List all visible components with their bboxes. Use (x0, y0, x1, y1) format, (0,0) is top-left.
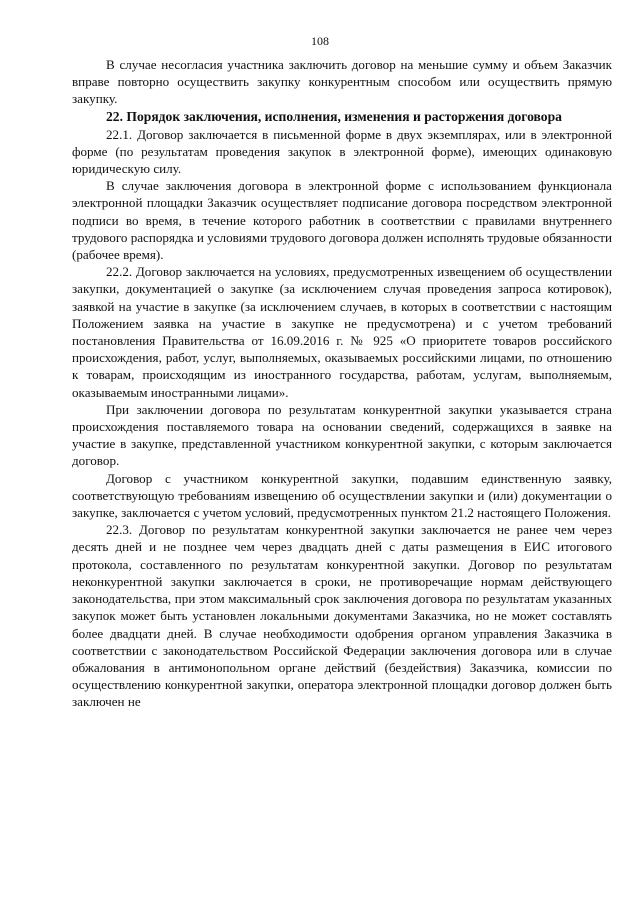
paragraph-22-1: 22.1. Договор заключается в письменной форме в двух экземплярах, или в электронной форме (по результатам проведения закупок в электронной форме), имеющих одинаковую юридическую силу. (72, 126, 612, 177)
paragraph-country-of-origin: При заключении договора по результатам конкурентной закупки указывается страна происхождения поставляемого товара на основании сведений, содержащихся в заявке на участие в закупке, представленной участником конкурентной закупки, с которым заключается договор. (72, 401, 612, 469)
document-body (72, 56, 612, 711)
page-number: 108 (311, 34, 329, 48)
paragraph-electronic-signing: В случае заключения договора в электронной форме с использованием функционала электронной площадки Заказчик осуществляет подписание договора посредством электронной подписи во время, в течение которого работник в соответствии с правилами внутреннего трудового распорядка и условиями трудового договора должен исполнять трудовые обязанности (рабочее время). (72, 178, 612, 263)
paragraph-22-3: 22.3. Договор по результатам конкурентной закупки заключается не ранее чем через десять дней и не позднее чем через двадцать дней с даты размещения в ЕИС итогового протокола, составленного по результатам конкурентной закупки. Договор по результатам неконкурентной закупки заключается в сроки, не противоречащие нормам действующего законодательства, при этом максимальный срок заключения договора по результатам указанных закупок может быть установлен локальными документами Заказчика, но не может составлять более двадцати дней. В случае необходимости одобрения органом управления Заказчика в соответствии с законодательством Российской Федерации заключения договора или в случае обжалования в антимонопольном органе действий (бездействия) Заказчика, комиссии по осуществлению конкурентной закупки, оператора электронной площадки договор должен быть заключен не (72, 522, 612, 710)
paragraph-single-bid: Договор с участником конкурентной закупки, подавшим единственную заявку, соответствующую требованиям извещению об осуществлении закупки и (или) документации о закупке, заключается с учетом условий, предусмотренных пунктом 21.2 настоящего Положения. (72, 470, 612, 521)
section-heading: 22. Порядок заключения, исполнения, изменения и расторжения договора (106, 108, 562, 124)
intro-paragraph: В случае несогласия участника заключить договор на меньшие сумму и объем Заказчик вправе повторно осуществить закупку конкурентным способом или осуществить прямую закупку. (72, 57, 612, 107)
paragraph-22-2: 22.2. Договор заключается на условиях, предусмотренных извещением об осуществлении закупки, документацией о закупке (за исключением случая проведения запроса котировок), заявкой на участие в закупке (за исключением случаев, в которых в соответствии с настоящим Положением заявка на участие в закупке не предусмотрена) и с учетом требований постановления Правительства от 16.09.2016 г. № 925 «О приоритете товаров российского происхождения, работ, услуг, выполняемых, оказываемых российскими лицами, по отношению к товарам, происходящим из иностранного государства, работам, услугам, выполняемым, оказываемым иностранными лицами». (72, 264, 612, 400)
